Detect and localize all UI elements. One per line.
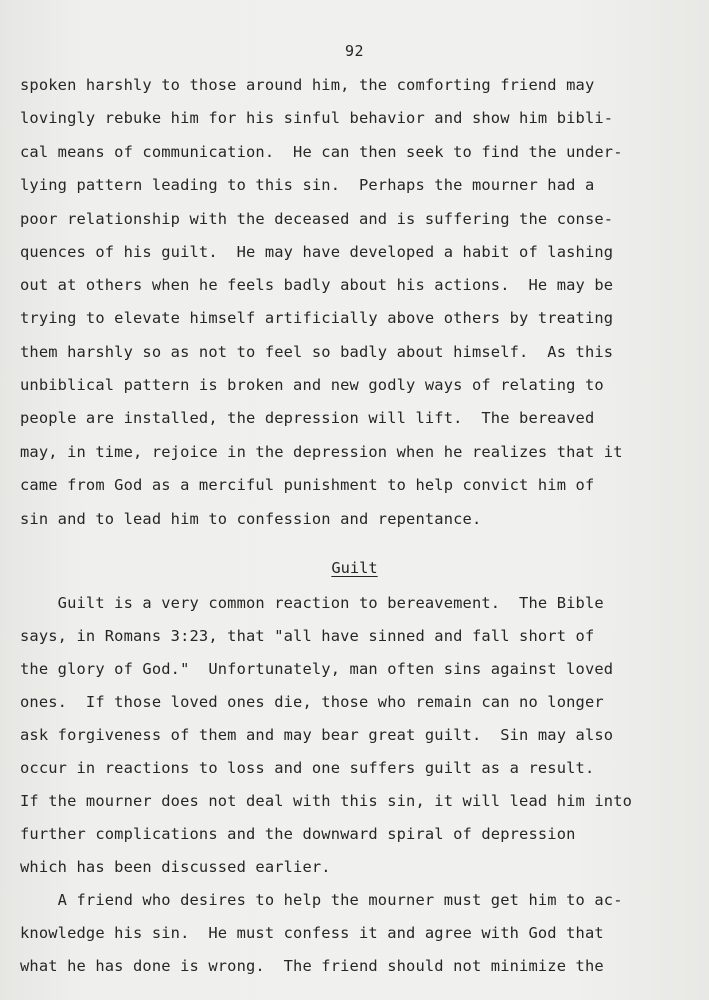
text-line: poor relationship with the deceased and is suffering the conse- [20, 210, 614, 228]
text-line: came from God as a merciful punishment to help convict him of [20, 476, 595, 494]
text-line: knowledge his sin. He must confess it and agree with God that [20, 924, 604, 942]
text-line: people are installed, the depression will lift. The bereaved [20, 409, 595, 427]
text-line: which has been discussed earlier. [20, 858, 331, 876]
text-line: the glory of God." Unfortunately, man often sins against loved [20, 660, 614, 678]
text-line: If the mourner does not deal with this sin, it will lead him into [20, 792, 633, 810]
text-line: sin and to lead him to confession and repentance. [20, 510, 482, 528]
text-line: may, in time, rejoice in the depression when he realizes that it [20, 443, 623, 461]
text-line: ones. If those loved ones die, those who remain can no longer [20, 693, 604, 711]
text-line: out at others when he feels badly about his actions. He may be [20, 276, 614, 294]
page-number: 92 [344, 42, 365, 60]
section-heading [0, 559, 709, 577]
text-line: says, in Romans 3:23, that "all have sinned and fall short of [20, 627, 595, 645]
text-line: A friend who desires to help the mourner must get him to ac- [20, 891, 623, 909]
text-line: lovingly rebuke him for his sinful behavior and show him bibli- [20, 109, 614, 127]
section-heading-text: Guilt [331, 559, 378, 577]
text-line: what he has done is wrong. The friend should not minimize the [20, 957, 604, 975]
text-line: Guilt is a very common reaction to bereavement. The Bible [20, 594, 604, 612]
text-line: spoken harshly to those around him, the comforting friend may [20, 76, 595, 94]
text-line: lying pattern leading to this sin. Perhaps the mourner had a [20, 176, 595, 194]
text-line: them harshly so as not to feel so badly about himself. As this [20, 343, 614, 361]
text-line: cal means of communication. He can then seek to find the under- [20, 143, 623, 161]
text-line: unbiblical pattern is broken and new godly ways of relating to [20, 376, 604, 394]
text-line: further complications and the downward spiral of depression [20, 825, 576, 843]
text-line: occur in reactions to loss and one suffers guilt as a result. [20, 759, 595, 777]
text-line: ask forgiveness of them and may bear great guilt. Sin may also [20, 726, 614, 744]
text-line: quences of his guilt. He may have developed a habit of lashing [20, 243, 614, 261]
text-line: trying to elevate himself artificially above others by treating [20, 309, 614, 327]
